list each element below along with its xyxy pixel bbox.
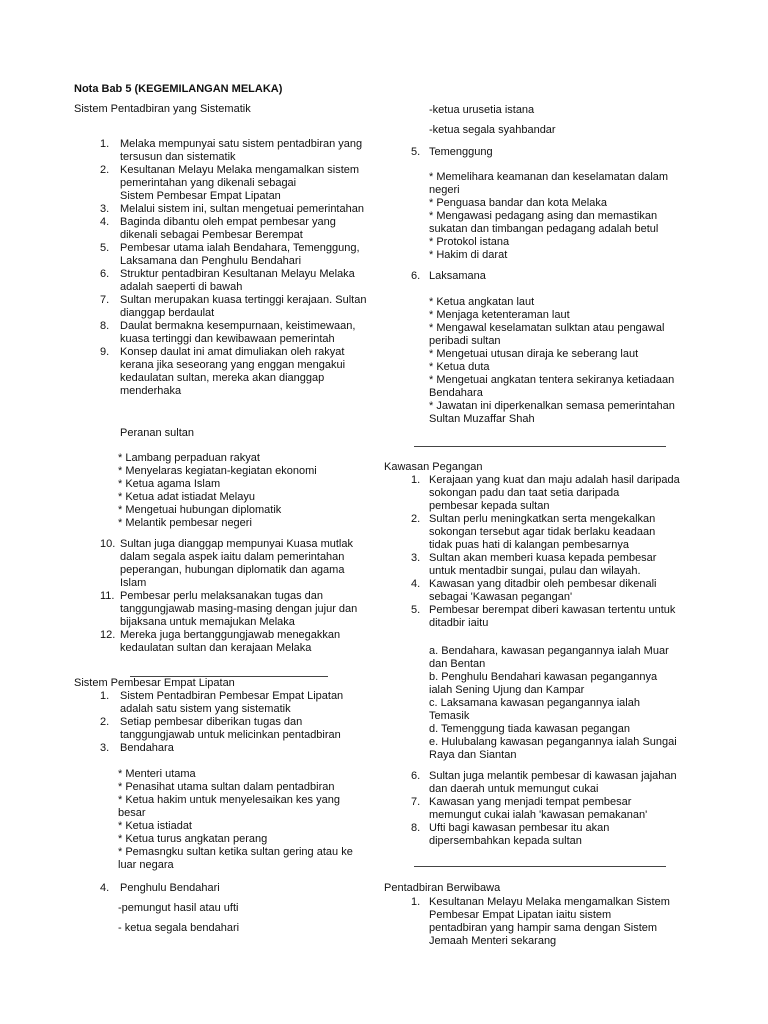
list-item-text: pentadbiran yang hampir sama dengan Sistem (429, 922, 658, 934)
bullet-line: * Memelihara keamanan dan keselamatan dalam (429, 171, 669, 183)
list-item-text: Daulat bermakna kesempurnaan, keistimewaan, (120, 320, 356, 332)
list-item-number: 5. (411, 146, 421, 158)
bullet-line: Sultan Muzaffar Shah (429, 413, 535, 425)
list-item-text: Kawasan yang ditadbir oleh pembesar dikenali (429, 578, 657, 590)
sub-item-line: ialah Sening Ujung dan Kampar (429, 684, 585, 696)
list-item-text: Setiap pembesar diberikan tugas dan (120, 716, 303, 728)
list-item-text: Pembesar Empat Lipatan iaitu sistem (429, 909, 612, 921)
section-heading: Kawasan Pegangan (384, 461, 483, 473)
bullet-line: * Protokol istana (429, 236, 510, 248)
list-item-text: peperangan, hubungan diplomatik dan agama (120, 564, 345, 576)
list-item-text: Kesultanan Melayu Melaka mengamalkan Sistem (429, 896, 670, 908)
bullet-line: * Ketua agama Islam (118, 478, 221, 490)
list-item-text: ditadbir iaitu (429, 617, 489, 629)
bullet-line: * Mengawasi pedagang asing dan memastikan (429, 210, 658, 222)
list-item-text: Pembesar berempat diberi kawasan tertentu untuk (429, 604, 676, 616)
list-item-number: 8. (411, 822, 421, 834)
list-item-text: Pembesar perlu melaksanakan tugas dan (120, 590, 324, 602)
duty-line: -ketua urusetia istana (429, 104, 535, 116)
list-item-number: 11. (100, 590, 115, 602)
list-item-text: pembesar kepada sultan (429, 500, 550, 512)
list-item-number: 6. (100, 268, 110, 280)
list-item-text: Sultan juga melantik pembesar di kawasan jajahan (429, 770, 677, 782)
bullet-line: * Pemasngku sultan ketika sultan gering atau ke (118, 846, 353, 858)
list-item-number: 7. (100, 294, 110, 306)
list-item-text: Kawasan yang menjadi tempat pembesar (429, 796, 632, 808)
list-item-text: bijaksana untuk memajukan Melaka (120, 616, 295, 628)
list-item-text: Baginda dibantu oleh empat pembesar yang (120, 216, 336, 228)
list-item-text: Laksamana (429, 270, 486, 282)
list-item-text: Melaka mempunyai satu sistem pentadbiran yang (120, 138, 363, 150)
list-item-number: 5. (100, 242, 110, 254)
bullet-line: * Melantik pembesar negeri (118, 517, 252, 529)
list-item-number: 3. (100, 203, 110, 215)
bullet-line: * Ketua duta (429, 361, 490, 373)
list-item-text: Bendahara (120, 742, 174, 754)
sub-item-line: d. Temenggung tiada kawasan pegangan (429, 723, 631, 735)
duty-line: - ketua segala bendahari (118, 922, 240, 934)
bullet-line: besar (118, 807, 146, 819)
list-item-number: 4. (100, 216, 110, 228)
bullet-line: * Mengetuai angkatan tentera sekiranya ketiadaan (429, 374, 675, 386)
list-item-text: adalah saeperti di bawah (120, 281, 243, 293)
list-item-text: Kerajaan yang kuat dan maju adalah hasil daripada (429, 474, 680, 486)
bullet-line: * Penasihat utama sultan dalam pentadbiran (118, 781, 335, 793)
bullet-line: * Mengetuai utusan diraja ke seberang laut (429, 348, 639, 360)
list-item-number: 9. (100, 346, 110, 358)
list-item-text: Ufti bagi kawasan pembesar itu akan (429, 822, 610, 834)
bullet-line: * Ketua turus angkatan perang (118, 833, 268, 845)
list-item-text: Temenggung (429, 146, 493, 158)
list-item-text: Kesultanan Melayu Melaka mengamalkan sistem (120, 164, 360, 176)
list-item-text: dan daerah untuk memungut cukai (429, 783, 599, 795)
bullet-line: * Lambang perpaduan rakyat (118, 452, 260, 464)
list-item-text: sebagai 'Kawasan pegangan' (429, 591, 573, 603)
page-title: Nota Bab 5 (KEGEMILANGAN MELAKA) (74, 83, 283, 95)
list-item-number: 5. (411, 604, 421, 616)
bullet-line: * Ketua istiadat (118, 820, 192, 832)
sub-item-line: dan Bentan (429, 658, 486, 670)
sub-item-line: Temasik (429, 710, 470, 722)
bullet-line: * Hakim di darat (429, 249, 508, 261)
list-item-number: 3. (411, 552, 421, 564)
list-item-text: dipersembahkan kepada sultan (429, 835, 582, 847)
duty-line: -ketua segala syahbandar (429, 124, 556, 136)
list-item-text: Mereka juga bertanggungjawab menegakkan (120, 629, 341, 641)
bullet-line: * Mengawal keselamatan sulktan atau pengawal (429, 322, 665, 334)
bullet-line: * Ketua hakim untuk menyelesaikan kes yang (118, 794, 340, 806)
bullet-line: peribadi sultan (429, 335, 501, 347)
list-item-text: memungut cukai ialah 'kawasan pemakanan' (429, 809, 648, 821)
section-heading: Pentadbiran Berwibawa (384, 882, 501, 894)
list-item-text: Melalui sistem ini, sultan mengetuai pemerintahan (120, 203, 364, 215)
sub-item-line: e. Hulubalang kawasan pegangannya ialah Sungai (429, 736, 677, 748)
list-item-text: tidak puas hati di kalangan pembesarnya (429, 539, 629, 551)
list-item-number: 1. (100, 138, 110, 150)
bullet-line: * Mengetuai hubungan diplomatik (118, 504, 282, 516)
sub-item-line: b. Penghulu Bendahari kawasan pegangannya (429, 671, 658, 683)
list-item-text: kedaulatan sultan dan kerajaan Melaka (120, 642, 312, 654)
bullet-line: * Menjaga ketenteraman laut (429, 309, 570, 321)
list-item-text: adalah satu sistem yang sistematik (120, 703, 291, 715)
list-item-number: 6. (411, 270, 421, 282)
list-item-text: Penghulu Bendahari (120, 882, 220, 894)
list-item-text: Islam (120, 577, 147, 589)
list-item-text: Sistem Pembesar Empat Lipatan (120, 190, 281, 202)
list-item-text: sokongan tersebut agar tidak berlaku keadaan (429, 526, 656, 538)
sub-item-line: Raya dan Siantan (429, 749, 517, 761)
list-item-number: 2. (411, 513, 421, 525)
list-item-text: menderhaka (120, 385, 182, 397)
sub-item-line: c. Laksamana kawasan pegangannya ialah (429, 697, 640, 709)
list-item-number: 4. (100, 882, 110, 894)
list-item-text: Sultan merupakan kuasa tertinggi kerajaan. Sultan (120, 294, 367, 306)
section-heading: Sistem Pembesar Empat Lipatan (74, 677, 235, 689)
list-item-number: 4. (411, 578, 421, 590)
duty-line: -pemungut hasil atau ufti (118, 902, 239, 914)
list-item-number: 1. (100, 690, 110, 702)
list-item-number: 2. (100, 164, 110, 176)
subheading: Peranan sultan (120, 427, 194, 439)
list-item-number: 1. (411, 474, 421, 486)
list-item-number: 6. (411, 770, 421, 782)
bullet-line: negeri (429, 184, 460, 196)
list-item-number: 3. (100, 742, 110, 754)
bullet-line: * Ketua angkatan laut (429, 296, 535, 308)
list-item-number: 12. (100, 629, 116, 641)
list-item-text: dianggap berdaulat (120, 307, 215, 319)
list-item-text: tanggungjawab masing-masing dengan jujur dan (120, 603, 358, 615)
list-item-number: 8. (100, 320, 110, 332)
list-item-text: kedaulatan sultan, mereka akan dianggap (120, 372, 325, 384)
list-item-text: kerana jika seseorang yang enggan mengakui (120, 359, 346, 371)
list-item-text: Pembesar utama ialah Bendahara, Temenggung, (120, 242, 360, 254)
list-item-number: 7. (411, 796, 421, 808)
bullet-line: luar negara (118, 859, 174, 871)
list-item-text: Konsep daulat ini amat dimuliakan oleh rakyat (120, 346, 345, 358)
list-item-text: tersusun dan sistematik (120, 151, 236, 163)
bullet-line: * Menyelaras kegiatan-kegiatan ekonomi (118, 465, 317, 477)
list-item-text: pemerintahan yang dikenali sebagai (120, 177, 297, 189)
list-item-text: Sultan juga dianggap mempunyai Kuasa mutlak (120, 538, 353, 550)
list-item-text: dikenali sebagai Pembesar Berempat (120, 229, 303, 241)
bullet-line: * Jawatan ini diperkenalkan semasa pemerintahan (429, 400, 675, 412)
list-item-text: untuk mentadbir sungai, pulau dan wilayah. (429, 565, 641, 577)
list-item-text: sokongan padu dan taat setia daripada (429, 487, 620, 499)
list-item-number: 10. (100, 538, 116, 550)
list-item-text: Sistem Pentadbiran Pembesar Empat Lipatan (120, 690, 344, 702)
list-item-text: Sultan akan memberi kuasa kepada pembesar (429, 552, 657, 564)
bullet-line: * Penguasa bandar dan kota Melaka (429, 197, 607, 209)
sub-item-line: a. Bendahara, kawasan pegangannya ialah Muar (429, 645, 669, 657)
bullet-line: * Ketua adat istiadat Melayu (118, 491, 255, 503)
list-item-text: Laksamana dan Penghulu Bendahari (120, 255, 302, 267)
section-divider (414, 866, 666, 867)
list-item-number: 1. (411, 896, 421, 908)
list-item-text: tanggungjawab untuk melicinkan pentadbiran (120, 729, 341, 741)
list-item-text: Sultan perlu meningkatkan serta mengekalkan (429, 513, 656, 525)
section-divider (414, 446, 666, 447)
list-item-text: dalam segala aspek iaitu dalam pemerintahan (120, 551, 345, 563)
section-heading: Sistem Pentadbiran yang Sistematik (74, 103, 251, 115)
bullet-line: * Menteri utama (118, 768, 196, 780)
list-item-number: 2. (100, 716, 110, 728)
list-item-text: kuasa tertinggi dan kewibawaan pemerintah (120, 333, 335, 345)
bullet-line: Bendahara (429, 387, 483, 399)
list-item-text: Jemaah Menteri sekarang (429, 935, 557, 947)
bullet-line: sukatan dan timbangan pedagang adalah betul (429, 223, 659, 235)
list-item-text: Struktur pentadbiran Kesultanan Melayu Melaka (120, 268, 355, 280)
